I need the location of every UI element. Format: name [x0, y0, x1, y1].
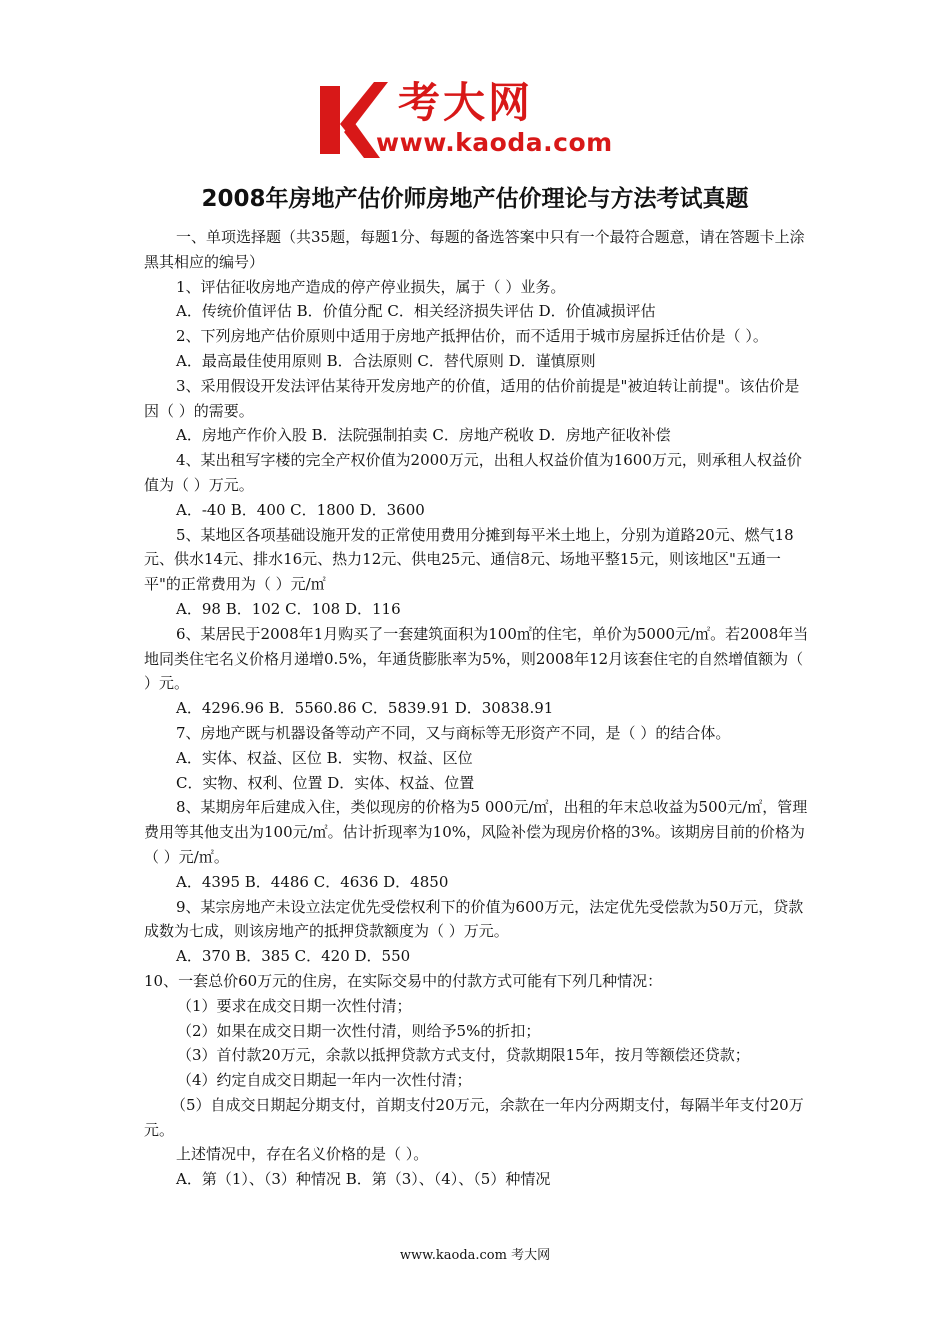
text-line: A．第（1）、（3）种情况 B．第（3）、（4）、（5）种情况 [176, 1170, 551, 1189]
text-line: A．98 B．102 C．108 D．116 [176, 599, 401, 618]
text-line: A．传统价值评估 B．价值分配 C．相关经济损失评估 D．价值减损评估 [176, 302, 656, 321]
question-body [144, 225, 809, 1192]
text-line: （2）如果在成交日期一次性付清，则给予5%的折扣； [177, 1021, 541, 1040]
text-line: A．4296.96 B．5560.86 C．5839.91 D．30838.91 [176, 699, 554, 718]
text-line: 7、房地产既与机器设备等动产不同，又与商标等无形资产不同，是（ ）的结合体。 [176, 723, 731, 742]
text-line: 9、某宗房地产未设立法定优先受偿权利下的价值为600万元，法定优先受偿款为50万元，贷款成数为七成，则该房地产的抵押贷款额度为（ ）万元。 [144, 897, 804, 941]
kaoda-logo [318, 78, 638, 164]
text-line: 10、一套总价60万元的住房，在实际交易中的付款方式可能有下列几种情况： [144, 971, 663, 990]
text-line: （3）首付款20万元，余款以抵押贷款方式支付，贷款期限15年，按月等额偿还贷款； [177, 1046, 750, 1065]
text-line: A．最高最佳使用原则 B．合法原则 C．替代原则 D．谨慎原则 [176, 351, 596, 370]
text-line: A．实体、权益、区位 B．实物、权益、区位 [176, 748, 473, 767]
text-line: （4）约定自成交日期起一年内一次性付清； [177, 1071, 472, 1090]
text-line: A．4395 B．4486 C．4636 D．4850 [176, 872, 449, 891]
logo-url-text: www.kaoda.com [376, 128, 613, 157]
text-line: （5）自成交日期起分期支付，首期支付20万元，余款在一年内分两期支付，每隔半年支付20万元。 [144, 1095, 804, 1139]
text-line: 1、评估征收房地产造成的停产停业损失，属于（ ）业务。 [176, 277, 566, 296]
text-line: 一、单项选择题（共35题，每题1分、每题的备选答案中只有一个最符合题意，请在答题卡上涂黑其相应的编号） [144, 228, 805, 271]
text-line: A．房地产作价入股 B．法院强制拍卖 C．房地产税收 D．房地产征收补偿 [176, 426, 671, 445]
logo-brand-text: 考大网 [398, 78, 534, 127]
text-line: C．实物、权利、位置 D．实体、权益、位置 [176, 773, 475, 792]
text-line: 5、某地区各项基础设施开发的正常使用费用分摊到每平米土地上，分别为道路20元、燃气18元、供水14元、排水16元、热力12元、供电25元、通信8元、场地平整15元，则该地区"五通一平"的正常费用为（ ）元/㎡ [144, 525, 794, 594]
page-title: 2008年房地产估价师房地产估价理论与方法考试真题 [201, 186, 749, 212]
page-footer: www.kaoda.com 考大网 [399, 1248, 551, 1263]
text-line: 8、某期房年后建成入住，类似现房的价格为5 000元/㎡，出租的年末总收益为500元/㎡，管理费用等其他支出为100元/㎡。估计折现率为10%，风险补偿为现房价格的3%。该期房目前的价格为（ ）元/㎡。 [144, 798, 808, 866]
text-line: A．370 B．385 C．420 D．550 [176, 947, 411, 966]
text-line: 6、某居民于2008年1月购买了一套建筑面积为100㎡的住宅，单价为5000元/㎡。若2008年当地同类住宅名义价格月递增0.5%，年通货膨胀率为5%，则2008年12月该套住宅的自然增值额为（ ）元。 [144, 624, 809, 693]
text-line: 上述情况中，存在名义价格的是（ ）。 [176, 1145, 429, 1164]
text-line: A．-40 B．400 C．1800 D．3600 [176, 500, 425, 519]
text-line: 2、下列房地产估价原则中适用于房地产抵押估价，而不适用于城市房屋拆迁估价是（ ）。 [176, 327, 768, 346]
text-line: 4、某出租写字楼的完全产权价值为2000万元，出租人权益价值为1600万元，则承租人权益价值为（ ）万元。 [144, 451, 802, 494]
text-line: 3、采用假设开发法评估某待开发房地产的价值，适用的估价前提是"被迫转让前提"。该估价是因（ ）的需要。 [144, 376, 800, 420]
text-line: （1）要求在成交日期一次性付清； [177, 996, 412, 1015]
